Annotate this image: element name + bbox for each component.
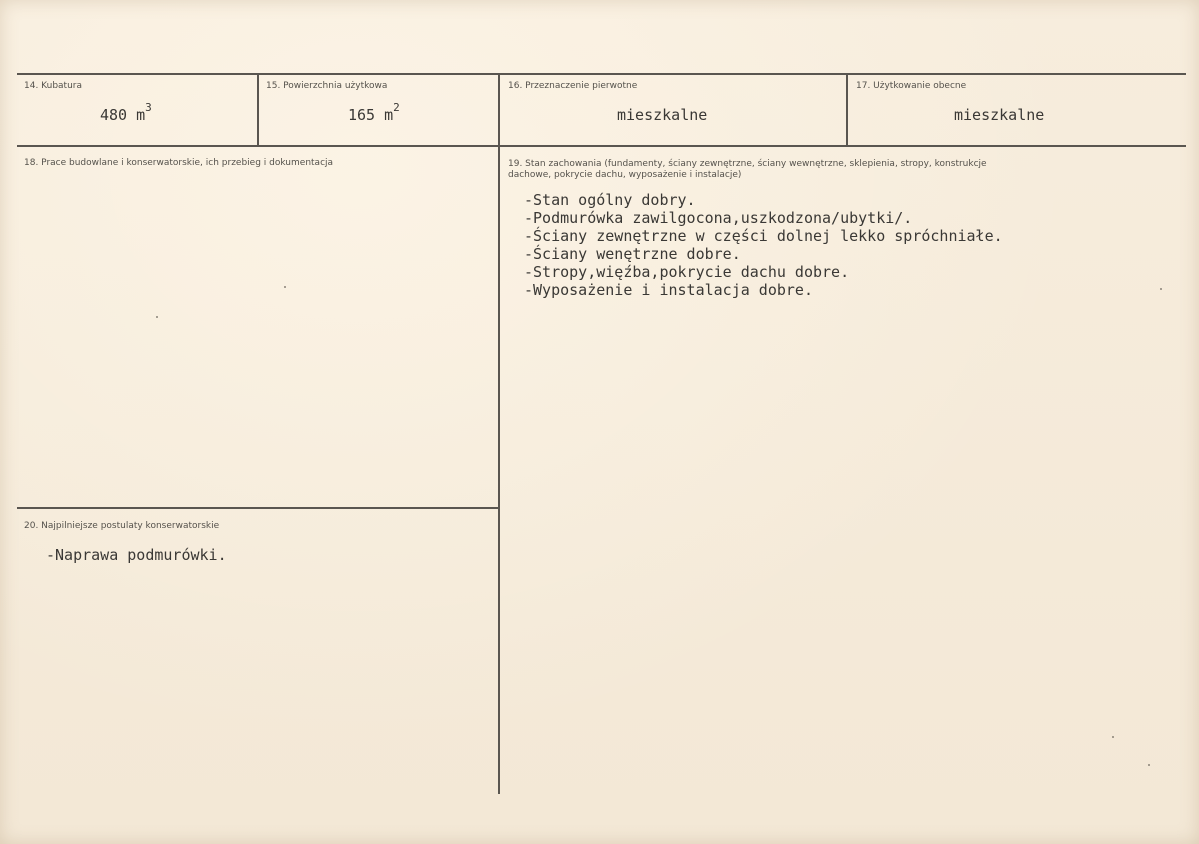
field-18-label: 18. Prace budowlane i konserwatorskie, ich przebieg i dokumentacja <box>24 158 334 168</box>
note-line: -Stropy,więźba,pokrycie dachu dobre. <box>524 263 850 281</box>
note-line: -Wyposażenie i instalacja dobre. <box>524 281 813 299</box>
field-16-label: 16. Przeznaczenie pierwotne <box>508 81 638 91</box>
field-15-exponent: 2 <box>393 101 400 114</box>
field-15-value <box>348 101 400 124</box>
field-14-value <box>100 101 152 124</box>
field-19-label: 19. Stan zachowania (fundamenty, ściany zewnętrzne, ściany wewnętrzne, sklepienia, stropy, konstrukcje dachowe, pokrycie dachu, wyposażenie i instalacje) <box>508 159 987 180</box>
col-divider-3 <box>846 74 848 146</box>
note-line: -Podmurówka zawilgocona,uszkodzona/ubytki/. <box>524 209 913 227</box>
row-divider <box>17 145 1186 147</box>
paper-speck <box>1112 736 1114 738</box>
field-20-divider <box>17 507 498 509</box>
top-rule <box>17 73 1186 75</box>
field-14-label: 14. Kubatura <box>24 81 83 91</box>
paper-speck <box>1148 764 1150 766</box>
field-15-label: 15. Powierzchnia użytkowa <box>266 81 388 91</box>
field-14-exponent: 3 <box>145 101 152 114</box>
col-divider-2 <box>498 74 500 794</box>
note-line: -Naprawa podmurówki. <box>46 546 227 564</box>
field-15-number: 165 m <box>348 106 394 124</box>
paper-speck <box>1160 288 1162 290</box>
note-line: -Ściany zewnętrzne w części dolnej lekko spróchniałe. <box>524 227 1003 245</box>
field-17-value: mieszkalne <box>954 106 1045 124</box>
col-divider-1 <box>257 74 259 146</box>
note-line: -Ściany wenętrzne dobre. <box>524 245 741 263</box>
field-14-number: 480 m <box>100 106 146 124</box>
field-20-notes <box>46 546 227 564</box>
field-19-notes <box>524 191 1003 299</box>
paper-speck <box>156 316 158 318</box>
note-line: -Stan ogólny dobry. <box>524 191 696 209</box>
paper-speck <box>284 286 286 288</box>
field-17-label: 17. Użytkowanie obecne <box>856 81 967 91</box>
field-20-label: 20. Najpilniejsze postulaty konserwatorskie <box>24 521 220 531</box>
field-16-value: mieszkalne <box>617 106 708 124</box>
